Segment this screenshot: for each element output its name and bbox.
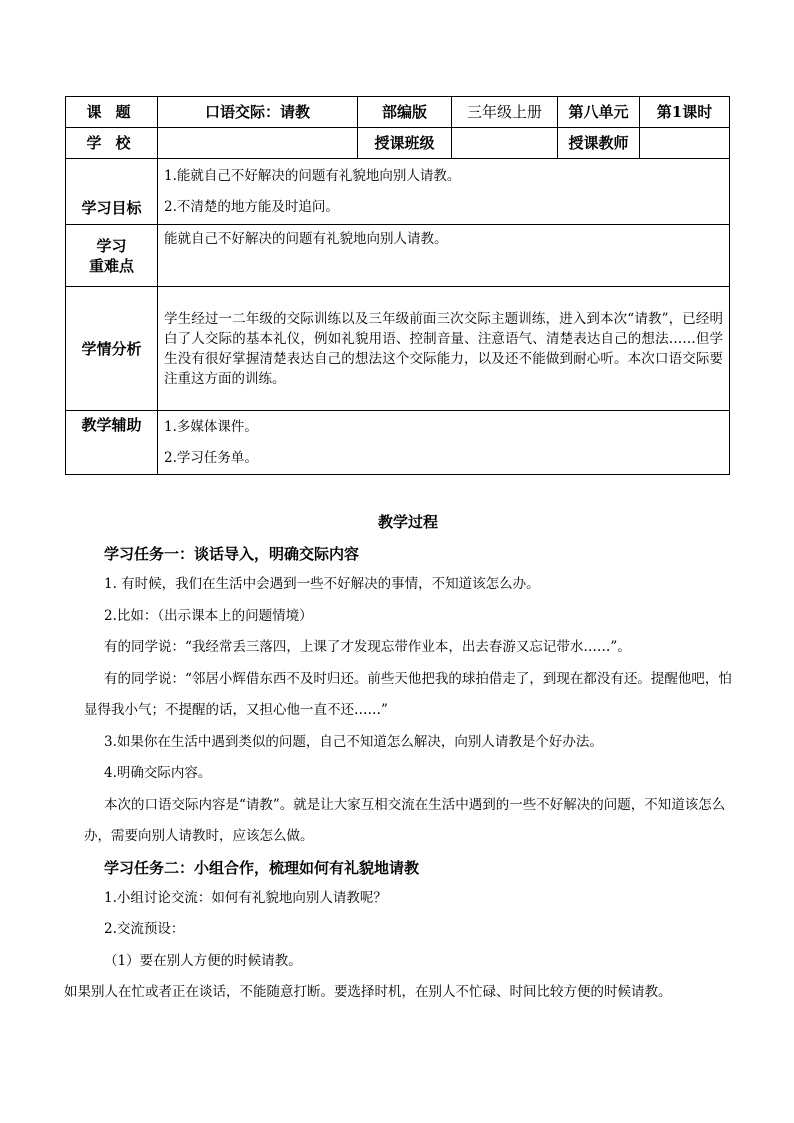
- task2-line: 1.小组讨论交流：如何有礼貌地向别人请教呢？: [104, 889, 387, 906]
- table-row-analysis: [66, 287, 730, 411]
- unit: 第八单元: [558, 97, 640, 128]
- task2-heading: 学习任务二：小组合作，梳理如何有礼貌地请教: [104, 858, 420, 877]
- label-key-points-line2: 重难点: [88, 256, 134, 275]
- label-school: 学校: [66, 128, 158, 159]
- task1-line: 有的同学说：“邻居小辉借东西不及时归还。前些天他把我的球拍借走了，到现在都没有还。提醒他吧，怕显得我小气；不提醒的话，又担心他一直不还……”: [84, 670, 732, 718]
- aid-item: 1.多媒体课件。: [164, 418, 258, 435]
- edition: 部编版: [358, 97, 452, 128]
- lesson-info-table: [65, 96, 730, 475]
- section-title: 教学过程: [377, 513, 438, 531]
- task1-line: 有的同学说：“我经常丢三落四，上课了才发现忘带作业本，出去春游又忘记带水……”。: [104, 639, 631, 655]
- task2-last-line: 如果别人在忙或者正在谈话，不能随意打断。要选择时机，在别人不忙碌、时间比较方便的时候请教。: [64, 984, 672, 1000]
- task2-line: （1）要在别人方便的时候请教。: [104, 952, 302, 969]
- label-goals: 学习目标: [66, 159, 158, 225]
- label-class: 授课班级: [358, 128, 452, 159]
- lesson-name: 口语交际：请教: [158, 97, 358, 128]
- aids-content: [158, 411, 730, 475]
- task1-line: 1. 有时候，我们在生活中会遇到一些不好解决的事情，不知道该怎么办。: [104, 576, 540, 592]
- school-value: [158, 128, 358, 159]
- period: 第1课时: [640, 97, 730, 128]
- task1-line: 2.比如：（出示课本上的问题情境）: [104, 607, 313, 624]
- goal-item: 2.不清楚的地方能及时追问。: [164, 198, 339, 215]
- task1-line: 4.明确交际内容。: [104, 765, 212, 781]
- class-value: [452, 128, 558, 159]
- table-row-goals: [66, 159, 730, 225]
- task2-line: 2.交流预设：: [104, 921, 185, 937]
- task1-line: 3.如果你在生活中遇到类似的问题，自己不知道怎么解决，向别人请教是个好办法。: [104, 733, 603, 750]
- teaching-process: [64, 509, 732, 1009]
- table-row-key-points: [66, 225, 730, 287]
- task1-heading: 学习任务一：谈话导入，明确交际内容: [104, 545, 360, 563]
- table-row-title: [66, 97, 730, 128]
- grade: 三年级上册: [452, 97, 558, 128]
- teacher-value: [640, 128, 730, 159]
- label-teacher: 授课教师: [558, 128, 640, 159]
- label-analysis: 学情分析: [66, 287, 158, 411]
- key-points-content: 能就自己不好解决的问题有礼貌地向别人请教。: [158, 225, 730, 287]
- table-row-school: [66, 128, 730, 159]
- aid-item: 2.学习任务单。: [164, 449, 258, 466]
- label-aids: 教学辅助: [66, 411, 158, 475]
- task1-line: 本次的口语交际内容是“请教”。就是让大家互相交流在生活中遇到的一些不好解决的问题，不知道该怎么办，需要向别人请教时，应该怎么做。: [84, 796, 726, 844]
- label-topic: 课题: [66, 97, 158, 128]
- table-row-aids: [66, 411, 730, 475]
- goal-item: 1.能就自己不好解决的问题有礼貌地向别人请教。: [164, 167, 461, 184]
- label-key-points: [66, 225, 158, 287]
- label-key-points-line1: 学习: [96, 236, 127, 255]
- goals-content: [158, 159, 730, 225]
- analysis-content: 学生经过一二年级的交际训练以及三年级前面三次交际主题训练，进入到本次“请教”，已经明白了人交际的基本礼仪，例如礼貌用语、控制音量、注意语气、清楚表达自己的想法……但学生没有很好掌握清楚表达自己的想法这个交际能力，以及还不能做到耐心听。本次口语交际要注重这方面的训练。: [158, 287, 730, 411]
